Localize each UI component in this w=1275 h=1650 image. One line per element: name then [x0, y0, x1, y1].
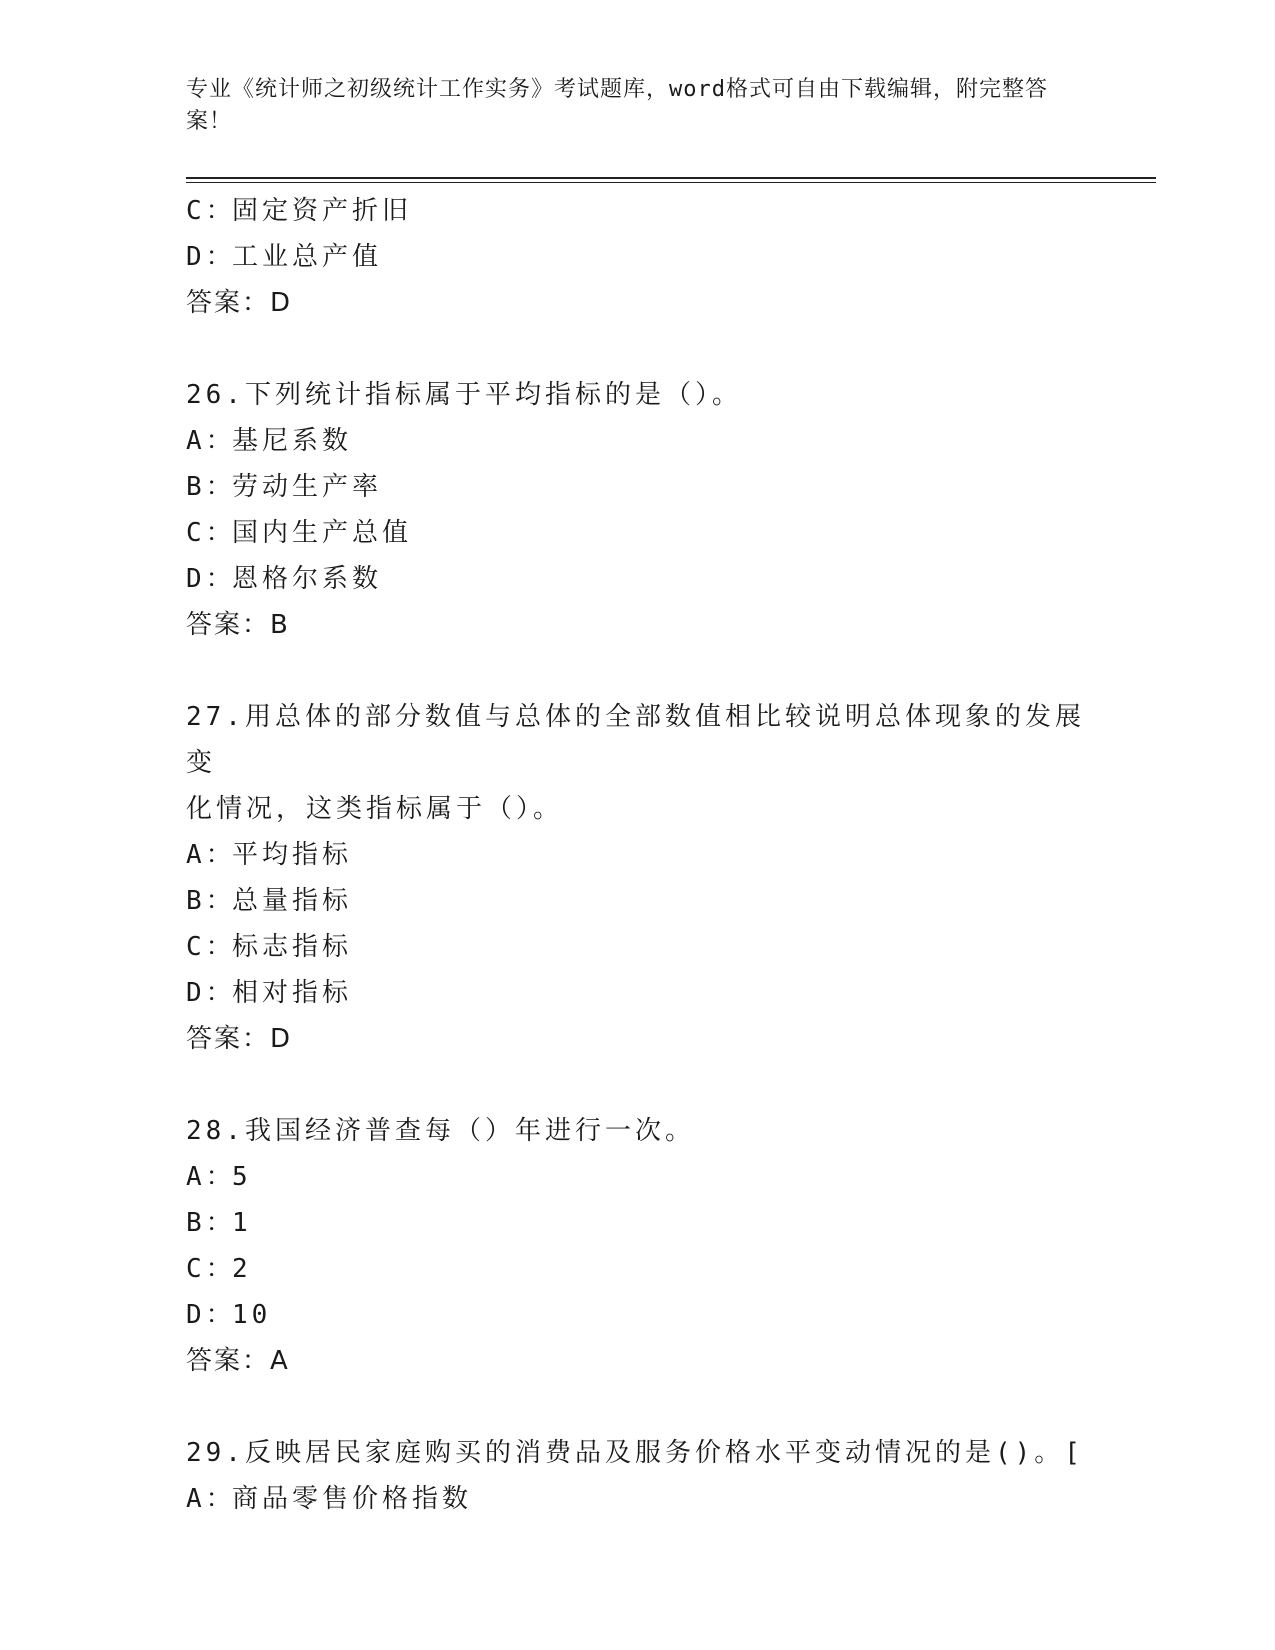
- question-stem: 29.反映居民家庭购买的消费品及服务价格水平变动情况的是()。[: [186, 1438, 1084, 1468]
- option-b: B：1: [186, 1208, 252, 1238]
- answer: 答案：D: [186, 288, 293, 318]
- header-divider-thin: [186, 182, 1156, 183]
- option-a: A：平均指标: [186, 840, 353, 870]
- option-a: A：基尼系数: [186, 426, 353, 456]
- answer: 答案：A: [186, 1346, 290, 1376]
- question-stem: 28.我国经济普查每（）年进行一次。: [186, 1116, 695, 1146]
- question-29: [186, 1430, 1086, 1522]
- option-c: C：2: [186, 1254, 252, 1284]
- carryover-question: [186, 188, 1086, 326]
- answer: 答案：B: [186, 610, 290, 640]
- document-header: 专业《统计师之初级统计工作实务》考试题库，word格式可自由下载编辑，附完整答案！: [186, 77, 1048, 134]
- option-a: A：5: [186, 1162, 252, 1192]
- option-d: D：工业总产值: [186, 242, 383, 272]
- option-b: B：总量指标: [186, 886, 353, 916]
- header-divider-thick: [186, 177, 1156, 179]
- option-b: B：劳动生产率: [186, 472, 383, 502]
- option-d: D：10: [186, 1300, 272, 1330]
- question-27: [186, 694, 1086, 1062]
- option-c: C：标志指标: [186, 932, 353, 962]
- question-26: [186, 372, 1086, 648]
- option-c: C：国内生产总值: [186, 518, 413, 548]
- answer: 答案：D: [186, 1024, 293, 1054]
- question-list: [186, 188, 1086, 1522]
- option-c: C：固定资产折旧: [186, 196, 413, 226]
- option-d: D：恩格尔系数: [186, 564, 383, 594]
- question-stem-line-2: 化情况，这类指标属于（）。: [186, 794, 564, 824]
- option-d: D：相对指标: [186, 978, 353, 1008]
- question-stem-line-1: 27.用总体的部分数值与总体的全部数值相比较说明总体现象的发展变: [186, 702, 1085, 778]
- question-28: [186, 1108, 1086, 1384]
- option-a: A：商品零售价格指数: [186, 1484, 473, 1514]
- question-stem: 26.下列统计指标属于平均指标的是（）。: [186, 380, 742, 410]
